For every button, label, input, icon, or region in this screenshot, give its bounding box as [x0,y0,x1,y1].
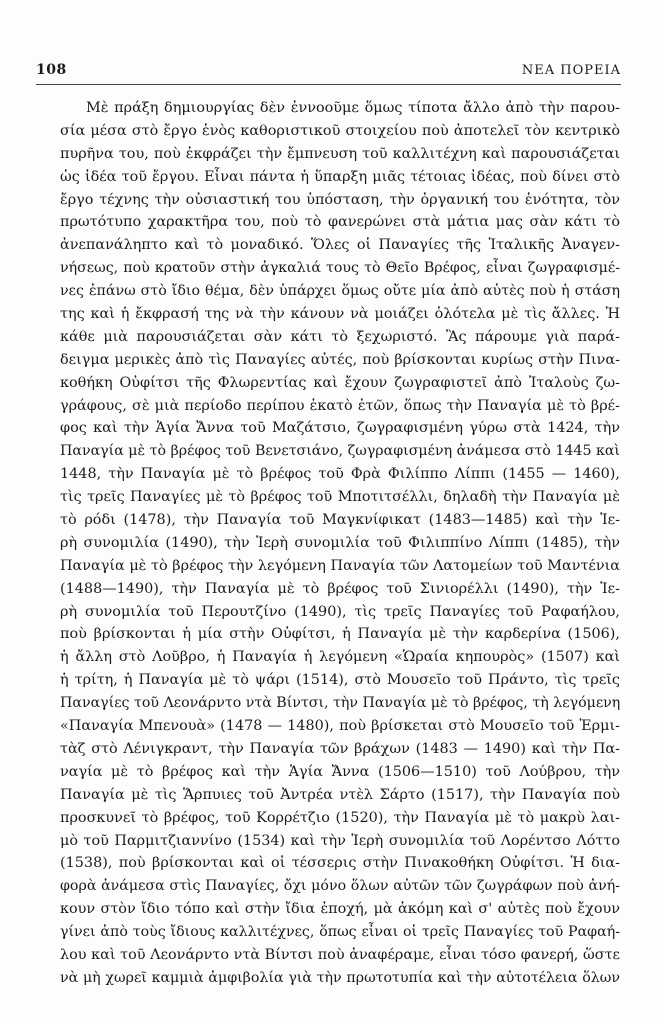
text-line: Παναγίες τοῦ Λεονάρντο ντὰ Βίντσι, τὴν Παναγία μὲ τὸ βρέφος, τὴ λεγόμενη [60,695,620,712]
text-line: κοθήκη Οὐφίτσι τῆς Φλωρεντίας καὶ ἔχουν ζωγραφιστεῖ ἀπὸ Ἰταλοὺς ζω- [60,374,620,391]
text-line: ἡ ἄλλη στὸ Λοῦβρο, ἡ Παναγία ἡ λεγόμενη «Ὡραία κηπουρὸς» (1507) καὶ [60,649,620,666]
text-line: κουν στὸν ἴδιο τόπο καὶ στὴν ἴδια ἐποχή, μὰ ἀκόμη καὶ σ' αὐτὲς ποὺ ἔχουν [60,901,620,918]
text-line: ποὺ βρίσκονται ἡ μία στὴν Οὐφίτσι, ἡ Παναγία μὲ τὴν καρδερίνα (1506), [60,626,620,643]
text-line: ρὴ συνομιλία τοῦ Περουτζίνο (1490), τὶς τρεῖς Παναγίες τοῦ Ραφαήλου, [60,603,620,620]
text-line: τὰζ στὸ Λένιγκραντ, τὴν Παναγία τῶν βράχων (1483 — 1490) καὶ τὴν Πα- [60,740,620,757]
journal-title: ΝΕΑ ΠΟΡΕΙΑ [521,63,621,78]
text-line: νες ἐπάνω στὸ ἴδιο θέμα, δὲν ὑπάρχει ὅμως οὔτε μία ἀπὸ αὐτὲς ποὺ ἡ στάση [60,283,620,300]
text-line: πυρῆνα του, ποὺ ἐκφράζει τὴν ἔμπνευση τοῦ καλλιτέχνη καὶ παρουσιάζεται [60,145,620,162]
text-line: σία μέσα στὸ ἔργο ἑνὸς καθοριστικοῦ στοιχείου ποὺ ἀποτελεῖ τὸν κεντρικὸ [60,122,620,139]
page-number: 108 [36,62,67,78]
text-line: (1538), ποὺ βρίσκονται καὶ οἱ τέσσερις στὴν Πινακοθήκη Οὐφίτσι. Ἡ δια- [60,855,620,872]
text-line: ναγία μὲ τὸ βρέφος καὶ τὴν Ἁγία Ἄννα (1506—1510) τοῦ Λούβρου, τὴν [60,763,620,780]
text-line: τὶς τρεῖς Παναγίες μὲ τὸ βρέφος τοῦ Μποτιτσέλλι, δηλαδὴ τὴν Παναγία μὲ [60,489,620,506]
text-line: γράφους, σὲ μιὰ περίοδο περίπου ἑκατὸ ἐτῶν, ὅπως τὴν Παναγία μὲ τὸ βρέ- [60,397,620,414]
text-line: νὰ μὴ χωρεῖ καμμιὰ ἀμφιβολία γιὰ τὴν πρωτοτυπία καὶ τὴν αὐτοτέλεια ὅλων [60,969,620,986]
text-line: 1448, τὴν Παναγία μὲ τὸ βρέφος τοῦ Φρὰ Φιλίππο Λίππι (1455 — 1460), [60,466,620,483]
text-line: «Παναγία Μπενουὰ» (1478 — 1480), ποὺ βρίσκεται στὸ Μουσεῖο τοῦ Ἐρμι- [60,718,620,735]
text-line: δειγμα μερικὲς ἀπὸ τὶς Παναγίες αὐτές, ποὺ βρίσκονται κυρίως στὴν Πινα- [60,351,620,368]
text-line: Παναγία μὲ τὸ βρέφος τὴν λεγόμενη Παναγία τῶν Λατομείων τοῦ Μαντένια [60,557,620,574]
text-line: μὸ τοῦ Παρμιτζιαννίνο (1534) καὶ τὴν Ἱερὴ συνομιλία τοῦ Λορέντσο Λόττο [60,832,620,849]
text-line: φορὰ ἀνάμεσα στὶς Παναγίες, ὄχι μόνο ὅλων αὐτῶν τῶν ζωγράφων ποὺ ἀνή- [60,878,620,895]
text-line: ὡς ἰδέα τοῦ ἔργου. Εἶναι πάντα ἡ ὕπαρξη μιᾶς τέτοιας ἰδέας, ποὺ δίνει στὸ [60,168,620,185]
text-line: γίνει ἀπὸ τοὺς ἴδιους καλλιτέχνες, ὅπως εἶναι οἱ τρεῖς Παναγίες τοῦ Ραφαή- [60,924,620,941]
text-line: της καὶ ἡ ἔκφρασή της νὰ τὴν κάνουν νὰ μοιάζει ὁλότελα μὲ τὶς ἄλλες. Ἡ [60,306,620,323]
text-line: ρὴ συνομιλία (1490), τὴν Ἱερὴ συνομιλία τοῦ Φιλιππίνο Λίππι (1485), τὴν [60,534,620,551]
text-line: Παναγία μὲ τὶς Ἅρπυιες τοῦ Ἀντρέα ντὲλ Σάρτο (1517), τὴν Παναγία ποὺ [60,786,620,803]
text-line: ἔργο τέχνης τὴν οὐσιαστική του ὑπόσταση, τὴν ὀργανική του ἑνότητα, τὸν [60,191,620,208]
text-line: λου καὶ τοῦ Λεονάρντο ντὰ Βίντσι ποὺ ἀναφέραμε, εἶναι τόσο φανερή, ὥστε [60,946,620,963]
text-line: νήσεως, ποὺ κρατοῦν στὴν ἀγκαλιά τους τὸ Θεῖο Βρέφος, εἶναι ζωγραφισμέ- [60,260,620,277]
text-line: Παναγία μὲ τὸ βρέφος τοῦ Βενετσιάνο, ζωγραφισμένη ἀνάμεσα στὸ 1445 καὶ [60,443,620,460]
text-line: τὸ ρόδι (1478), τὴν Παναγία τοῦ Μαγκνίφικατ (1483—1485) καὶ τὴν Ἱε- [60,512,620,529]
text-line: (1488—1490), τὴν Παναγία μὲ τὸ βρέφος τοῦ Σινιορέλλι (1490), τὴν Ἱε- [60,580,620,597]
text-line: ἀνεπανάληπτο καὶ τὸ μοναδικό. Ὅλες οἱ Παναγίες τῆς Ἰταλικῆς Ἀναγεν- [60,237,620,254]
text-line: ἡ τρίτη, ἡ Παναγία μὲ τὸ ψάρι (1514), στὸ Μουσεῖο τοῦ Πράντο, τὶς τρεῖς [60,672,620,689]
text-line: Μὲ πράξη δημιουργίας δὲν ἐννοοῦμε ὅμως τίποτα ἄλλο ἀπὸ τὴν παρου- [86,100,620,116]
text-line: προσκυνεῖ τὸ βρέφος, τοῦ Κορρέτζιο (1520), τὴν Παναγία μὲ τὸ μακρὺ λαι- [60,809,620,826]
body-paragraph [60,97,620,990]
text-line: πρωτότυπο χαρακτῆρα του, ποὺ τὸ φανερώνει στὰ μάτια μας σὰν κάτι τὸ [60,214,620,231]
text-line: φος καὶ τὴν Ἁγία Ἄννα τοῦ Μαζάτσιο, ζωγραφισμένη γύρω στὰ 1424, τὴν [60,420,620,437]
running-head [36,62,621,85]
text-line: κάθε μιὰ παρουσιάζεται σὰν κάτι τὸ ξεχωριστό. Ἂς πάρουμε γιὰ παρά- [60,328,620,345]
